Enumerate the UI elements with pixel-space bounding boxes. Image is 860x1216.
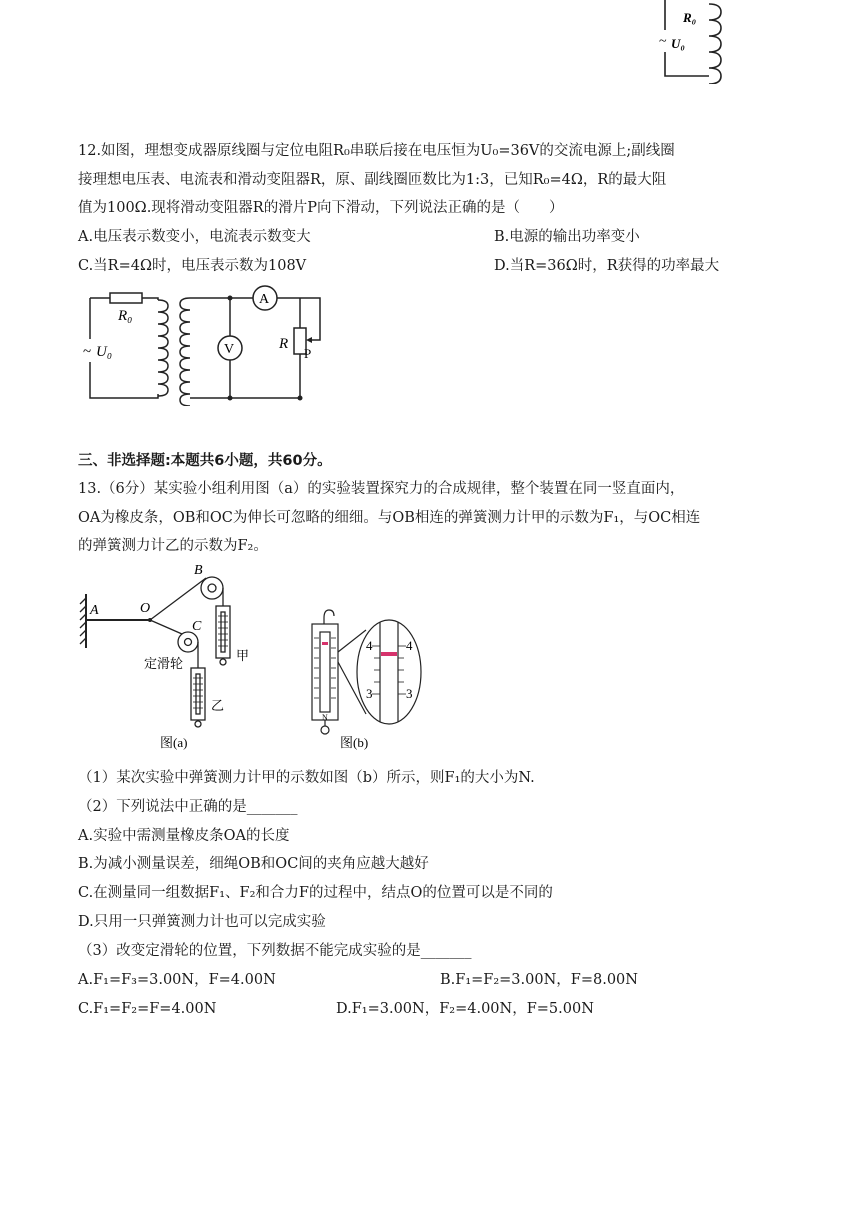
fig-a-caption: 图(a) <box>160 735 188 750</box>
fig-a-jia-label: 甲 <box>236 648 250 663</box>
q12-r0-label: R₀ <box>118 308 133 324</box>
q12-option-a: A.电压表示数变小，电流表示数变大 <box>78 229 311 245</box>
q12-option-d: D.当R=36Ω时，R获得的功率最大 <box>494 258 720 274</box>
top-tilde: ~ <box>659 34 667 49</box>
top-u0-label: U₀ <box>671 36 685 51</box>
fig-b-tick-bottom-left: 3 <box>366 686 373 701</box>
top-r0-label: R₀ <box>683 10 697 25</box>
q12-tilde: ~ <box>83 344 92 360</box>
q12-u0-label: U₀ <box>96 344 113 360</box>
q13-sub2-option-a: A.实验中需测量橡皮条OA的长度 <box>78 828 290 844</box>
figure-a-apparatus <box>78 562 258 754</box>
fig-a-label-b: B <box>194 563 203 578</box>
q13-sub2-option-d: D.只用一只弹簧测力计也可以完成实验 <box>78 914 326 930</box>
q13-sub3-option-c: C.F₁=F₂=F=4.00N <box>78 1001 217 1017</box>
fig-b-caption: 图(b) <box>340 735 369 750</box>
q13-sub2: （2）下列说法中正确的是_______ <box>78 799 298 815</box>
voltmeter-label: V <box>224 342 235 357</box>
q12-circuit-figure <box>80 284 340 406</box>
top-circuit-figure <box>655 0 735 84</box>
q12-option-c: C.当R=4Ω时，电压表示数为108V <box>78 258 307 274</box>
q13-sub3-option-d: D.F₁=3.00N，F₂=4.00N，F=5.00N <box>336 1001 594 1017</box>
q13-sub3: （3）改变定滑轮的位置，下列数据不能完成实验的是_______ <box>78 943 472 959</box>
ammeter-label: A <box>259 292 270 307</box>
q13-line2: OA为橡皮条，OB和OC为伸长可忽略的细细。与OB相连的弹簧测力计甲的示数为F₁，与OC相连 <box>78 510 701 526</box>
fig-b-tick-top-left: 4 <box>366 638 373 653</box>
q13-sub3-option-b: B.F₁=F₂=3.00N，F=8.00N <box>440 972 638 988</box>
fig-b-tick-bottom-right: 3 <box>406 686 413 701</box>
q13-sub2-option-b: B.为减小测量误差，细绳OB和OC间的夹角应越大越好 <box>78 856 429 872</box>
fig-a-yi-label: 乙 <box>211 698 225 713</box>
q12-line3: 值为100Ω.现将滑动变阻器R的滑片P向下滑动，下列说法正确的是（ ） <box>78 200 564 216</box>
q12-r-label: R <box>279 336 289 352</box>
q13-line1: 13.（6分）某实验小组利用图（a）的实验装置探究力的合成规律，整个装置在同一竖直面内， <box>78 481 685 497</box>
q13-sub3-option-a: A.F₁=F₃=3.00N，F=4.00N <box>78 972 276 988</box>
fig-a-label-a: A <box>90 603 99 618</box>
fig-a-pulley-label: 定滑轮 <box>144 656 184 671</box>
fig-b-unit-n: N <box>322 713 328 722</box>
q13-line3: 的弹簧测力计乙的示数为F₂。 <box>78 538 268 554</box>
fig-b-tick-top-right: 4 <box>406 638 413 653</box>
q12-line2: 接理想电压表、电流表和滑动变阻器R，原、副线圈匝数比为1:3，已知R₀=4Ω，R的最大阻 <box>78 172 667 188</box>
fig-a-label-c: C <box>192 619 202 634</box>
figure-b-spring-scale <box>300 606 430 754</box>
q12-option-b: B.电源的输出功率变小 <box>494 229 640 245</box>
slider-p-label: P <box>304 346 312 361</box>
fig-a-label-o: O <box>140 601 151 616</box>
q13-sub2-option-c: C.在测量同一组数据F₁、F₂和合力F的过程中，结点O的位置可以是不同的 <box>78 885 553 901</box>
q12-line1: 12.如图，理想变成器原线圈与定位电阻R₀串联后接在电压恒为U₀=36V的交流电源上;副线圈 <box>78 143 675 159</box>
section3-heading: 三、非选择题:本题共6小题，共60分。 <box>78 453 332 469</box>
q13-sub1: （1）某次实验中弹簧测力计甲的示数如图（b）所示，则F₁的大小为N. <box>78 770 535 786</box>
